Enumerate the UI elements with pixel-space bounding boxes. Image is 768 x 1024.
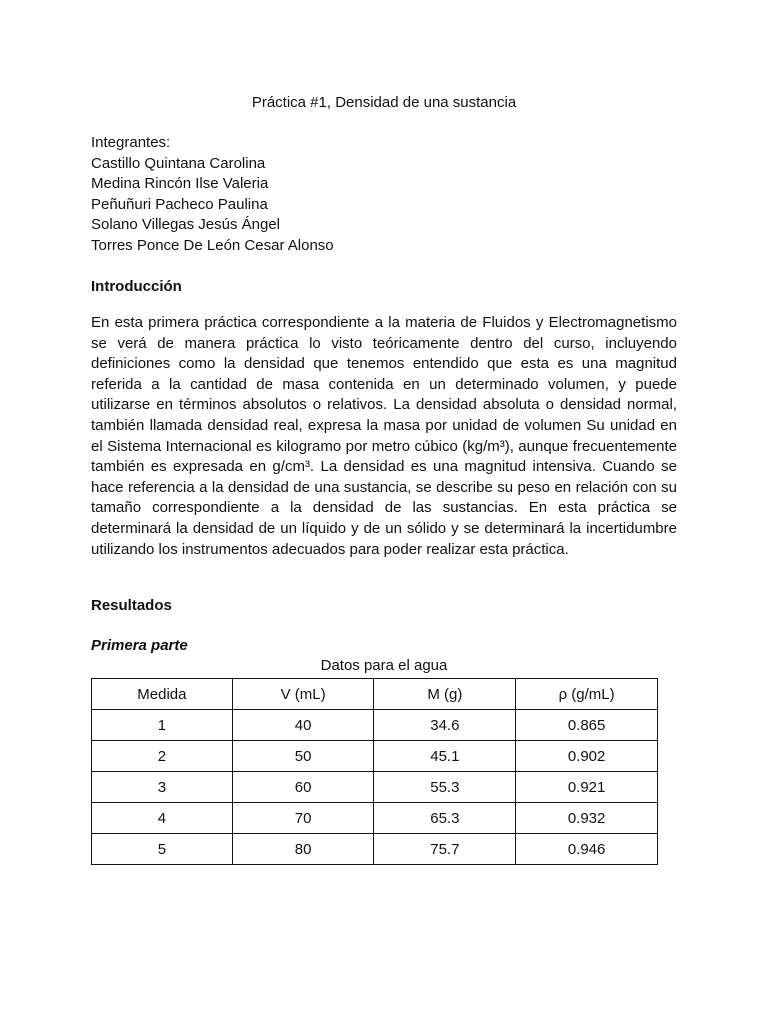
table-cell: 45.1 [374,741,516,772]
table-cell: 0.865 [516,710,658,741]
column-header: M (g) [374,679,516,710]
table-cell: 2 [92,741,233,772]
table-cell: 0.902 [516,741,658,772]
table-cell: 40 [232,710,374,741]
members-label: Integrantes: [91,134,171,151]
document-title: Práctica #1, Densidad de una sustancia [251,94,517,111]
table-row [92,803,658,834]
table-cell: 80 [232,834,374,865]
table-cell: 3 [92,772,233,803]
table-cell: 60 [232,772,374,803]
table-cell: 0.932 [516,803,658,834]
member-name: Solano Villegas Jesús Ángel [91,216,281,234]
table-header-row [92,679,658,710]
table-cell: 4 [92,803,233,834]
table-caption: Datos para el agua [320,657,448,674]
table-cell: 70 [232,803,374,834]
introduction-paragraph: En esta primera práctica correspondiente a la materia de Fluidos y Electromagnetismo se verá de manera práctica lo visto teóricamente dentro del curso, incluyendo definiciones como la densidad que tenemos entendido que esta es una magnitud referida a la cantidad de masa contenida en un determinado volumen, y puede utilizarse en términos absolutos o relativos. La densidad absoluta o densidad normal, también llamada densidad real, expresa la masa por unidad de volumen Su unidad en el Sistema Internacional es kilogramo por metro cúbico (kg/m³), aunque frecuentemente también es expresada en g/cm³. La densidad es una magnitud intensiva. Cuando se hace referencia a la densidad de una sustancia, se describe su peso en relación con su tamaño correspondiente a la densidad de las sustancias. En esta práctica se determinará la densidad de un líquido y de un sólido y se determinará la incertidumbre utilizando los instrumentos adecuados para poder realizar esta práctica. [91,314,677,558]
table-cell: 34.6 [374,710,516,741]
member-name: Castillo Quintana Carolina [91,154,266,172]
column-header: Medida [92,679,233,710]
member-name: Torres Ponce De León Cesar Alonso [91,236,334,254]
table-cell: 50 [232,741,374,772]
table-cell: 1 [92,710,233,741]
table-row [92,741,658,772]
column-header: ρ (g/mL) [516,679,658,710]
part-heading: Primera parte [91,637,188,654]
column-header: V (mL) [232,679,374,710]
results-heading: Resultados [91,597,172,614]
table-cell: 0.946 [516,834,658,865]
water-data-table [91,678,658,865]
table-row [92,710,658,741]
table-cell: 0.921 [516,772,658,803]
table-cell: 55.3 [374,772,516,803]
member-name: Medina Rincón Ilse Valeria [91,175,269,193]
member-name: Peñuñuri Pacheco Paulina [91,195,268,213]
table-cell: 65.3 [374,803,516,834]
table-cell: 75.7 [374,834,516,865]
introduction-heading: Introducción [91,278,182,295]
table-row [92,772,658,803]
members-block [91,133,334,257]
table-row [92,834,658,865]
table-cell: 5 [92,834,233,865]
